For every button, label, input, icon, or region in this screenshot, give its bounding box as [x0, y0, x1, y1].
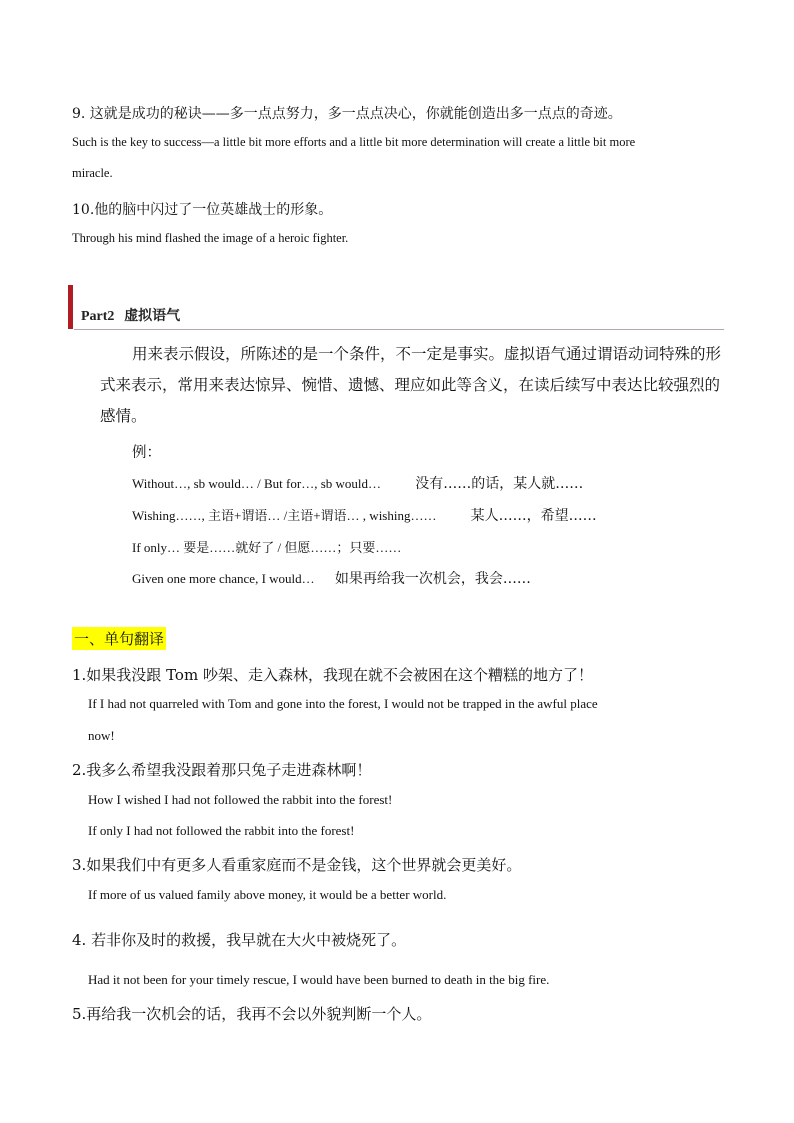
pattern-row — [132, 505, 597, 525]
translation-item-2-en: If only I had not followed the rabbit into the forest! — [88, 823, 355, 838]
section-accent-bar — [68, 285, 73, 329]
translation-item-5-zh: 5.再给我一次机会的话，我再不会以外貌判断一个人。 — [72, 1005, 432, 1023]
example-label: 例： — [132, 445, 161, 461]
section-divider — [74, 329, 724, 330]
translation-item-3-zh: 3.如果我们中有更多人看重家庭而不是金钱，这个世界就会更美好。 — [72, 856, 522, 874]
item10-chinese: 10.他的脑中闪过了一位英雄战士的形象。 — [72, 202, 333, 218]
translation-item-3-en: If more of us valued family above money, it would be a better world. — [88, 887, 447, 902]
section1-heading: 一、单句翻译 — [72, 627, 166, 650]
pattern-row — [132, 537, 401, 556]
pattern-zh: 某人……，希望…… — [470, 508, 597, 524]
item9-chinese: 9. 这就是成功的秘诀——多一点点努力，多一点点决心，你就能创造出多一点点的奇迹。 — [72, 106, 622, 122]
item9-english-line1: Such is the key to success—a little bit more efforts and a little bit more determination will create a little bit more — [72, 135, 636, 149]
translation-item-1-en: now! — [88, 728, 115, 743]
part2-heading — [81, 305, 180, 325]
part2-label: Part2 — [81, 309, 115, 324]
translation-item-4-en: Had it not been for your timely rescue, I would have been burned to death in the big fire. — [88, 972, 550, 987]
translation-item-1-en: If I had not quarreled with Tom and gone into the forest, I would not be trapped in the awful place — [88, 696, 598, 711]
pattern-en: If only… 要是……就好了 / 但愿……；只要…… — [132, 540, 402, 555]
item10-english: Through his mind flashed the image of a heroic fighter. — [72, 231, 349, 245]
pattern-row — [132, 473, 583, 493]
translation-item-4-zh: 4. 若非你及时的救援，我早就在大火中被烧死了。 — [72, 931, 407, 949]
pattern-zh: 如果再给我一次机会，我会…… — [334, 571, 531, 587]
translation-item-1-zh: 1.如果我没跟 Tom 吵架、走入森林，我现在就不会被困在这个糟糕的地方了！ — [72, 666, 593, 684]
pattern-zh: 没有……的话，某人就…… — [415, 476, 584, 492]
pattern-en: Wishing……, 主语+谓语… /主语+谓语… , wishing…… — [132, 508, 437, 523]
pattern-row — [132, 568, 531, 588]
pattern-en: Given one more chance, I would… — [132, 571, 315, 586]
pattern-en: Without…, sb would… / But for…, sb would… — [132, 476, 382, 491]
item9-english-line2: miracle. — [72, 166, 113, 180]
part2-title: 虚拟语气 — [124, 308, 181, 324]
translation-item-2-zh: 2.我多么希望我没跟着那只兔子走进森林啊！ — [72, 761, 372, 779]
translation-item-2-en: How I wished I had not followed the rabbit into the forest! — [88, 792, 393, 807]
part2-intro: 用来表示假设，所陈述的是一个条件，不一定是事实。虚拟语气通过谓语动词特殊的形式来表示，常用来表达惊异、惋惜、遗憾、理应如此等含义，在读后续写中表达比较强烈的感情。 — [100, 345, 722, 425]
